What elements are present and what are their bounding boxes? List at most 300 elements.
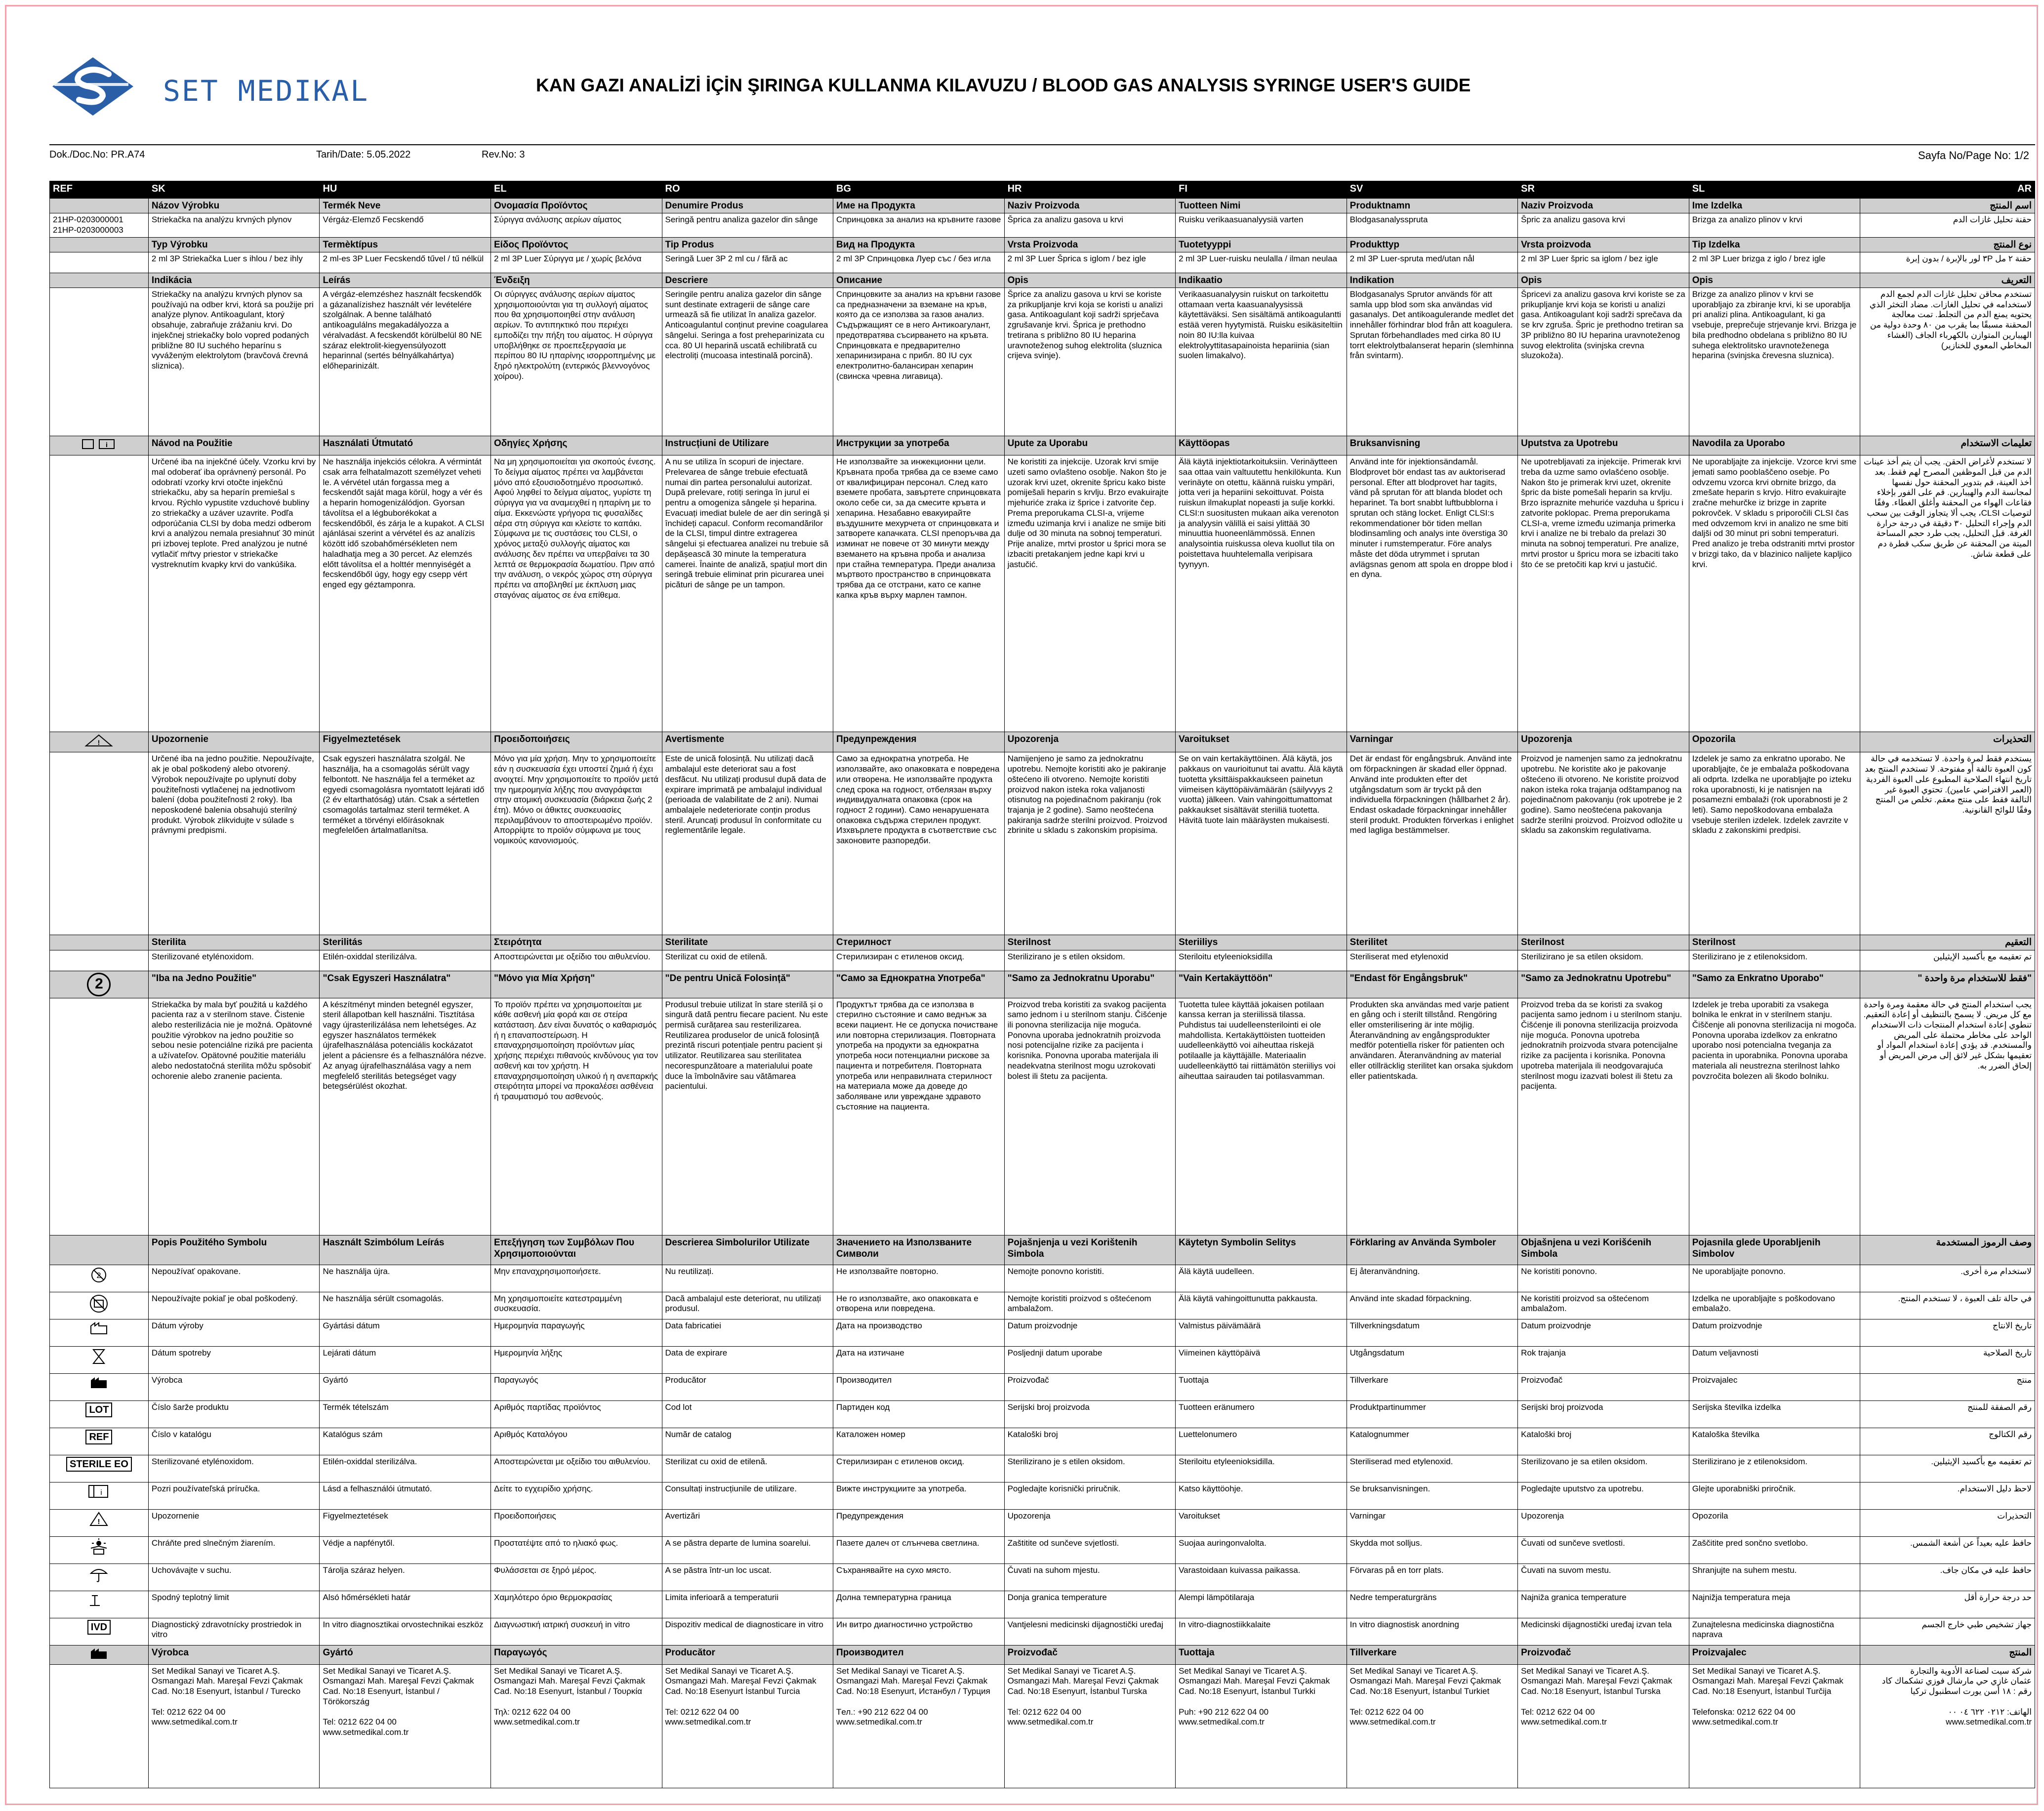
section-title-syringe-type: Tip Izdelka [1689,237,1860,252]
symbol-description: Avertizări [662,1509,833,1536]
section-ref-instructions [50,455,149,732]
section-title-single-use: "Μόνο για Μία Χρήση" [491,971,662,998]
section-text-sterility: Steriliserat med etylenoxid [1347,950,1518,971]
column-header-el: EL [491,181,662,199]
symbol-description: In vitro-diagnostiikkalaite [1176,1618,1347,1645]
section-text-indication: A vérgáz-elemzéshez használt fecskendők a gázanalízishez használt vér levételére szolgálnak. A benne található antikoagulálns megakadályozza a véralvadást. A fecskendőt körülbelül 80 NE száraz elektrolit-kiegyensúlyozott heparinnal (sertés bélnyálkahártya) előheparinizált. [320,288,491,436]
section-text-indication: Seringile pentru analiza gazelor din sânge sunt destinate extragerii de sânge care urmează să fie utilizat în analiza gazelor. Anticoagulantul conținut previne coagularea sângelui. Seringa a fost preheparinizata cu cca. 80 UI heparină uscată echilibrată cu electroliți (mucoasa intestinală porcină). [662,288,833,436]
table-row [50,1509,2035,1536]
symbol-description: Αριθμός Καταλόγου [491,1428,662,1455]
section-title-single-use: "Само за Еднократна Употреба" [833,971,1005,998]
section-text-product-name: Seringă pentru analiza gazelor din sânge [662,213,833,237]
section-title-instructions: Instrucțiuni de Utilizare [662,436,833,455]
symbol-description: Zunajtelesna medicinska diagnostična naprava [1689,1618,1860,1645]
symbol-description: تاريخ الصلاحية [1860,1346,2035,1373]
section-title-syringe-type: Tip Produs [662,237,833,252]
section-title-sterility: التعقيم [1860,935,2035,950]
section-text-single-use: Το προϊόν πρέπει να χρησιμοποιείται με κάθε ασθενή μία φορά και σε στείρα κατάσταση. Δεν είναι δυνατός ο καθαρισμός ή η επαναποστείρωση. Η επαναχρησιμοποίηση προϊόντων μίας χρήσης περιέχει πιθανούς κινδύνους για τον ασθενή και τον χρήστη. Η επαναχρησιμοποίηση υλικού ή η ανεπαρκής στειρότητα μπορεί να προκαλέσει ασθένεια ή τραυματισμό του ασθενούς. [491,998,662,1235]
symbols-header-title: Objašnjena u vezi Korišćenih Simbola [1518,1235,1689,1265]
section-text-warnings: Se on vain kertakäyttöinen. Älä käytä, jos pakkaus on vaurioitunut tai avattu. Älä käytä tuotetta yksittäispakkaukseen painetun viimeisen käyttöpäivämäärän (säilyvyys 2 vuotta) jälkeen. Vain vahingoittumattomat pakkaukset sisältävät steriiliä tuotetta. Hävitä tuote lain määräysten mukaisesti. [1176,752,1347,935]
table-row [50,1373,2035,1400]
section-title-indication: Описание [833,273,1005,288]
section-title-instructions: Uputstva za Upotrebu [1518,436,1689,455]
section-title-sterility: Στειρότητα [491,935,662,950]
symbol-description: Μη χρησιμοποιείτε κατεστραμμένη συσκευασία. [491,1292,662,1319]
section-text-single-use: A készítményt minden betegnél egyszer, steril állapotban kell használni. Tisztítása vagy újrasterilizálása nem lehetséges. Az egyszer használatos termékek újrafelhasználása potenciális kockázatot jelent a páciensre és a felhasználóra nézve. Az anyag újrafelhasználása vagy a nem megfelelő sterilitás betegséget vagy betegsérülést okozhat. [320,998,491,1235]
symbol-description: Datum proizvodnje [1689,1319,1860,1346]
manufacturer-address: Set Medikal Sanayi ve Ticaret A.Ş. Osmangazi Mah. Mareşal Fevzi Çakmak Cad. No:18 Esenyurt, Истанбул / Турция Tел.: +90 212 622 04 00 www.setmedikal.com.tr [833,1664,1005,1788]
symbol-description: Varastoidaan kuivassa paikassa. [1176,1564,1347,1591]
symbols-header-title: Förklaring av Använda Symboler [1347,1235,1518,1265]
section-title-warnings: Προειδοποιήσεις [491,732,662,752]
section-title-instructions: Használati Útmutató [320,436,491,455]
section-text-sterility: Стерилизиран с етиленов оксид. [833,950,1005,971]
section-title-product-name: Tuotteen Nimi [1176,199,1347,213]
manufacturer-address: Set Medikal Sanayi ve Ticaret A.Ş. Osmangazi Mah. Mareşal Fevzi Çakmak Cad. No:18 Esenyurt, İstanbul / Τουρκία Τηλ: 0212 622 04 00 www.setmedikal.com.tr [491,1664,662,1788]
section-title-single-use: "Vain Kertakäyttöön" [1176,971,1347,998]
symbol-description: Katso käyttöohje. [1176,1482,1347,1509]
symbol-description: Steriloitu etyleenioksidilla. [1176,1455,1347,1482]
symbol-description: Upozornenie [148,1509,320,1536]
table-row [50,1455,2035,1482]
symbol-description: Партиден код [833,1400,1005,1428]
column-header-sk: SK [148,181,320,199]
section-text-syringe-type: 2 ml 3P Luer špric sa iglom / bez igle [1518,252,1689,273]
symbol-description: Пазете далеч от слънчева светлина. [833,1536,1005,1564]
section-title-product-name: اسم المنتج [1860,199,2035,213]
symbol-description: Varningar [1347,1509,1518,1536]
symbol-description: Posljednji datum uporabe [1004,1346,1176,1373]
section-title-syringe-type: Produkttyp [1347,237,1518,252]
section-title-product-name: Názov Výrobku [148,199,320,213]
symbol-description: Varoitukset [1176,1509,1347,1536]
symbol-description: Proizvođač [1518,1373,1689,1400]
section-title-single-use: "Iba na Jedno Použitie" [148,971,320,998]
section-text-syringe-type: 2 ml 3P Спринцовка Луер със / без игла [833,252,1005,273]
symbol-description: Sterilizirano je z etilenoksidom. [1689,1455,1860,1482]
section-text-syringe-type: 2 ml 3P Luer brizga z iglo / brez igle [1689,252,1860,273]
symbol-description: Proizvođač [1004,1373,1176,1400]
symbol-cell [50,1536,149,1564]
symbols-header-title: وصف الرموز المستخدمة [1860,1235,2035,1265]
section-title-instructions: Οδηγίες Χρήσης [491,436,662,455]
expiry-date-icon [91,1358,106,1367]
symbol-description: Spodný teplotný limit [148,1591,320,1618]
symbol-description: Nemojte koristiti proizvod s oštećenom ambalažom. [1004,1292,1176,1319]
section-title-product-name: Ονομασία Προϊόντος [491,199,662,213]
symbol-description: في حالة تلف العبوة ، لا تستخدم المنتج. [1860,1292,2035,1319]
instructions-icon [82,438,116,451]
symbol-cell [50,1400,149,1428]
symbol-description: Medicinski dijagnostički uređaj izvan tela [1518,1618,1689,1645]
section-text-sterility: تم تعقيمه مع بأكسيد الإيثيلين [1860,950,2035,971]
section-title-single-use: "Samo za Jednokratnu Upotrebu" [1518,971,1689,998]
section-title-syringe-type: Typ Výrobku [148,237,320,252]
symbol-description: Προειδοποιήσεις [491,1509,662,1536]
column-header-ref: REF [50,181,149,199]
symbol-cell [50,1265,149,1292]
svg-text:i: i [106,440,108,449]
logo-text: SET MEDIKAL [163,74,369,108]
section-symbol-sterility [50,935,149,950]
keep-dry-icon [89,1576,109,1585]
section-text-product-name: Blodgasanalysspruta [1347,213,1518,237]
symbol-description: Nu reutilizați. [662,1265,833,1292]
symbol-description: Védje a napfénytől. [320,1536,491,1564]
section-title-warnings: Opozorila [1689,732,1860,752]
symbol-description: Luettelonumero [1176,1428,1347,1455]
section-text-indication: Blodgasanalys Sprutor används för att samla upp blod som ska användas vid gasanalys. Det antikoagulerande medlet det innehåller förhindrar blod från att koagulera. Sprutan förbehandlades med cirka 80 IU torrt elektrolytbalanserat heparin (slemhinna från svintarm). [1347,288,1518,436]
symbol-description: Дата на производство [833,1319,1005,1346]
symbol-description: Ne használja újra. [320,1265,491,1292]
section-text-product-name: Ruisku verikaasuanalyysiä varten [1176,213,1347,237]
document-title: KAN GAZI ANALİZİ İÇİN ŞIRINGA KULLANMA KILAVUZU / BLOOD GAS ANALYSIS SYRINGE USER'S GUIDE [536,75,1471,95]
section-title-syringe-type: Tuotetyyppi [1176,237,1347,252]
do-not-reuse-icon [90,1271,107,1285]
symbol-description: Χαμηλότερο όριο θερμοκρασίας [491,1591,662,1618]
symbol-description: Diagnostický zdravotnícky prostriedok in vitro [148,1618,320,1645]
section-text-syringe-type: 2 ml 3P Luer-ruisku neulalla / ilman neulaa [1176,252,1347,273]
symbol-description: Steriliserad med etylenoxid. [1347,1455,1518,1482]
section-title-sterility: Sterilitet [1347,935,1518,950]
section-title-indication: التعريف [1860,273,2035,288]
section-text-single-use: Produsul trebuie utilizat în stare sterilă și o singură dată pentru fiecare pacient. Nu este permisă curățarea sau resterilizarea. Reutilizarea produselor de unică folosință prezintă riscuri potențiale pentru pacient și utilizator. Reutilizarea sau sterilitatea necorespunzătoare a materialului poate duce la îmbolnăvire sau vătămarea pacientului. [662,998,833,1235]
symbol-description: Μην επαναχρησιμοποιήσετε. [491,1265,662,1292]
section-text-warnings: Само за еднократна употреба. Не използвайте, ако опаковката е повредена или отворена. Не използвайте продукта след срока на годност, отбелязан върху индивидуалната опаковка (срок на годност 2 години). Само ненарушената опаковка съдържа стерилен продукт. Изхвърлете продукта в съответствие със законовите разпоредби. [833,752,1005,935]
symbol-description: لاستخدام مرة أخرى. [1860,1265,2035,1292]
symbol-description: Uchovávajte v suchu. [148,1564,320,1591]
symbol-description: Skydda mot solljus. [1347,1536,1518,1564]
section-title-sterility: Sterilita [148,935,320,950]
symbol-description: Datum proizvodnje [1004,1319,1176,1346]
symbol-description: Sterilizovano je sa etilen oksidom. [1518,1455,1689,1482]
symbol-description: Katalógus szám [320,1428,491,1455]
column-header-sv: SV [1347,181,1518,199]
section-text-syringe-type: 2 ml 3P Luer-spruta med/utan nål [1347,252,1518,273]
symbol-description: Förvaras på en torr plats. [1347,1564,1518,1591]
symbol-description: Φυλάσσεται σε ξηρό μέρος. [491,1564,662,1591]
section-text-instructions: Använd inte för injektionsändamål. Blodprovet bör endast tas av auktoriserad personal. Efter att blodprovet har tagits, vänd på sprutan för att blanda blodet och heparinet. Ta bort snabbt luftbubblorna i sprutan och stäng locket. Enligt CLSI:s rekommendationer bör tiden mellan blodinsamling och analys inte överstiga 30 minuter i rumstemperatur. Före analys måste det döda utrymmet i sprutan avlägsnas genom att spola en droppe blod i en dyna. [1347,455,1518,732]
section-text-product-name: Спринцовка за анализ на кръвните газове [833,213,1005,237]
symbol-description: Data de expirare [662,1346,833,1373]
manufacturer-title: Παραγωγός [491,1645,662,1664]
section-text-sterility: Sterilizované etylénoxidom. [148,950,320,971]
symbols-header-title: Pojasnila glede Uporabljenih Simbolov [1689,1235,1860,1265]
section-text-product-name: Σύριγγα ανάλυσης αερίων αίματος [491,213,662,237]
table-row [50,1564,2035,1591]
section-symbol-instructions [50,436,149,455]
symbol-description: Proizvajalec [1689,1373,1860,1400]
table-row [50,237,2035,252]
section-title-warnings: التحذيرات [1860,732,2035,752]
symbol-description: Upozorenja [1518,1509,1689,1536]
table-row [50,1645,2035,1664]
symbol-description: Tárolja száraz helyen. [320,1564,491,1591]
section-title-instructions: Navodila za Uporabo [1689,436,1860,455]
section-symbol-single-use [50,971,149,998]
manufacturer-title: Proizvođač [1004,1645,1176,1664]
symbol-description: Najniža granica temperature [1518,1591,1689,1618]
doc-number: Dok./Doc.No: PR.A74 [49,149,145,160]
table-row [50,1400,2035,1428]
symbol-description: Zaštitite od sunčeve svjetlosti. [1004,1536,1176,1564]
table-row [50,181,2035,199]
symbol-description: Долна температурна граница [833,1591,1005,1618]
section-text-single-use: Proizvod treba koristiti za svakog pacijenta samo jednom i u sterilnom stanju. Čišćenje ili ponovna sterilizacija nije moguća. Ponovna uporaba jednokratnih proizvoda nosi potencijalne rizike za pacijenta i korisnika. Ponovna uporaba materijala ili neadekvatna sterilnost mogu uzrokovati bolest ili štetu za pacijenta. [1004,998,1176,1235]
symbol-description: Ин витро диагностично устройство [833,1618,1005,1645]
symbol-description: حد درجة حرارة أقل [1860,1591,2035,1618]
table-row [50,935,2035,950]
section-text-syringe-type: 2 ml-es 3P Luer Fecskendő tűvel / tű nélkül [320,252,491,273]
symbol-description: Număr de catalog [662,1428,833,1455]
table-row [50,971,2035,998]
symbol-description: Använd inte skadad förpackning. [1347,1292,1518,1319]
section-text-sterility: Etilén-oxiddal sterilizálva. [320,950,491,971]
manufacturer-blank [50,1664,149,1788]
section-text-product-name: Brizga za analizo plinov v krvi [1689,213,1860,237]
table-row [50,1292,2035,1319]
symbols-header-title: Значението на Използваните Символи [833,1235,1005,1265]
symbol-description: Chráňte pred slnečným žiarením. [148,1536,320,1564]
symbol-cell [50,1319,149,1346]
symbol-description: Číslo šarže produktu [148,1400,320,1428]
symbol-description: Lejárati dátum [320,1346,491,1373]
section-title-syringe-type: Vrsta Proizvoda [1004,237,1176,252]
column-header-sl: SL [1689,181,1860,199]
symbol-description: Dátum výroby [148,1319,320,1346]
table-row [50,252,2035,273]
symbol-description: Предупреждения [833,1509,1005,1536]
symbol-description: Pozri používateľská príručka. [148,1482,320,1509]
section-title-sterility: Sterilnost [1518,935,1689,950]
symbol-description: Serijska številka izdelka [1689,1400,1860,1428]
section-ref-sterility [50,950,149,971]
symbol-description: In vitro diagnostisk anordning [1347,1618,1518,1645]
section-text-instructions: لا تستخدم لأغراض الحقن. يجب أن يتم أخذ عينات الدم من قبل الموظفين المصرح لهم فقط. بعد أخذ العينة، قم بتدوير المحقنة حول نفسها لمجانسة الدم والهيبارين. قم على الفور بإخلاء فقاعات الهواء من المحقنة وأغلق الغطاء. وفقًا لتوصيات CLSI، يجب ألا يتجاوز الوقت بين سحب الدم وإجراء التحليل ٣٠ دقيقة في درجة حرارة الغرفة. قبل التحليل، يجب طرد حجم المساحة الميتة من المحقنة عن طريق سكب قطرة دم على قطعة شاش. [1860,455,2035,732]
section-text-syringe-type: Seringă Luer 3P 2 ml cu / fără ac [662,252,833,273]
section-text-single-use: يجب استخدام المنتج في حالة معقمة ومرة واحدة مع كل مريض. لا يسمح بالتنظيف أو إعادة التعقيم. تنطوي إعادة استخدام المنتجات ذات الاستخدام الواحد على مخاطر محتملة على المريض والمستخدم. قد يؤدي إعادة استخدام المواد أو تعقيمها بشكل غير لائق إلى مرض المريض أو إلحاق الضرر به. [1860,998,2035,1235]
symbol-description: Consultați instrucțiunile de utilizare. [662,1482,833,1509]
section-title-product-name: Produktnamn [1347,199,1518,213]
section-text-instructions: Не използвайте за инжекционни цели. Кръвната проба трябва да се вземе само от квалифициран персонал. След като вземете пробата, завъртете спринцовката около себе си, за да смесите кръвта и хепарина. Незабавно евакуирайте въздушните мехурчета от спринцовката и затворете капачката. CLSI препоръчва да изминат не повече от 30 минути между вземането на кръвна проба и анализа при стайна температура. Преди анализа мъртвото пространство в спринцовката трябва да се отстрани, като се капне капка кръв върху марлен тампон. [833,455,1005,732]
symbol-description: Älä käytä uudelleen. [1176,1265,1347,1292]
symbols-header-title: Επεξήγηση των Συμβόλων Που Χρησιμοποιούνται [491,1235,662,1265]
section-text-syringe-type: حقنة ٢ مل ٣P لور بالإبرة / بدون إبرة [1860,252,2035,273]
section-text-syringe-type: 2 ml 3P Striekačka Luer s ihlou / bez ihly [148,252,320,273]
section-title-product-name: Naziv Proizvoda [1004,199,1176,213]
svg-text:i: i [100,1488,103,1497]
symbol-description: رقم الصفقة للمنتج [1860,1400,2035,1428]
section-title-syringe-type: Vrsta proizvoda [1518,237,1689,252]
section-title-indication: Indikation [1347,273,1518,288]
symbol-description: Älä käytä vahingoittunutta pakkausta. [1176,1292,1347,1319]
symbol-description: Izdelka ne uporabljajte s poškodovano embalažo. [1689,1292,1860,1319]
symbol-cell [50,1292,149,1319]
symbol-description: Etilén-oxiddal sterilizálva. [320,1455,491,1482]
section-title-single-use: "Csak Egyszeri Használatra" [320,971,491,998]
symbol-description: Serijski broj proizvoda [1004,1400,1176,1428]
symbol-description: Вижте инструкциите за употреба. [833,1482,1005,1509]
column-header-fi: FI [1176,181,1347,199]
manufacturer-icon [89,1383,109,1392]
section-title-sterility: Sterilnost [1689,935,1860,950]
column-header-hu: HU [320,181,491,199]
section-text-sterility: Sterilizirano je s etilen oksidom. [1004,950,1176,971]
symbol-description: Donja granica temperature [1004,1591,1176,1618]
symbol-description: Upozorenja [1004,1509,1176,1536]
symbol-description: Αριθμός παρτίδας προϊόντος [491,1400,662,1428]
symbol-description: Nemojte ponovno koristiti. [1004,1265,1176,1292]
symbol-description: Ej återanvändning. [1347,1265,1518,1292]
section-ref-product-name: 21HP-0203000001 21HP-0203000003 [50,213,149,237]
table-row [50,1428,2035,1455]
symbol-description: Se bruksanvisningen. [1347,1482,1518,1509]
section-text-instructions: Ne uporabljajte za injekcije. Vzorce krvi sme jemati samo pooblaščeno osebje. Po odvzemu vzorca krvi obrnite brizgo, da zmešate heparin s krvjo. Hitro evakuirajte zračne mehurčke iz brizge in zaprite pokrovček. V skladu s priporočili CLSI čas med odvzemom krvi in analizo ne sme biti daljši od 30 minut pri sobni temperaturi. Pred analizo je treba odstraniti mrtvi prostor v brizgi tako, da v blazinico nalijete kapljico krvi. [1689,455,1860,732]
section-text-product-name: Vérgáz-Elemző Fecskendő [320,213,491,237]
section-title-indication: Opis [1689,273,1860,288]
section-title-indication: Ένδειξη [491,273,662,288]
section-title-single-use: "فقط للاستخدام مرة واحدة " [1860,971,2035,998]
table-row [50,1664,2035,1788]
section-title-single-use: "De pentru Unică Folosință" [662,971,833,998]
section-text-indication: Špricevi za analizu gasova krvi koriste se za prikupljanje krvi koja se koristi u analizi gasa. Antikoagulant koji sadrži sprečava da se krv zgruša. Špric je prethodno tretiran sa 3P približno 80 IU heparina uravnoteženog suvog elektrolita (svinjska crevna sluzokoža). [1518,288,1689,436]
section-ref-syringe-type [50,252,149,273]
manufacturer-address: Set Medikal Sanayi ve Ticaret A.Ş. Osmangazi Mah. Mareşal Fevzi Çakmak Cad. No:18 Esenyurt, İstanbul Turska Tel: 0212 622 04 00 www.setmedikal.com.tr [1004,1664,1176,1788]
symbol-description: Каталожен номер [833,1428,1005,1455]
section-text-warnings: Určené iba na jedno použitie. Nepoužívajte, ak je obal poškodený alebo otvorený. Výrobok nepoužívajte po uplynutí doby použiteľnosti vytlačenej na jednotlivom balení (doba použiteľnosti 2 roky). Iba neposkodené balenia obsahujú sterilný produkt. Výrobok zlikvidujte v súlade s právnymi predpismi. [148,752,320,935]
section-symbol-syringe-type [50,237,149,252]
symbol-description: Gyártó [320,1373,491,1400]
section-text-instructions: Να μη χρησιμοποιείται για σκοπούς ένεσης. Το δείγμα αίματος πρέπει να λαμβάνεται μόνο από εξουσιοδοτημένο προσωπικό. Αφού ληφθεί το δείγμα αίματος, γυρίστε τη σύριγγα για να αναμειχθεί η ηπαρίνη με το αίμα. Εκκενώστε γρήγορα τις φυσαλίδες αέρα στη σύριγγα και κλείστε το καπάκι. Σύμφωνα με τις συστάσεις του CLSI, ο χρόνος μεταξύ συλλογής αίματος και ανάλυσης δεν πρέπει να υπερβαίνει τα 30 λεπτά σε θερμοκρασία δωματίου. Πριν από την ανάλυση, ο νεκρός χώρος στη σύριγγα πρέπει να αποβληθεί με έκπλυση μιας σταγόνας αίματος σε ένα επίθεμα. [491,455,662,732]
header-rule [49,144,2035,145]
keep-from-sunlight-icon [88,1548,110,1557]
svg-text:2: 2 [97,1271,101,1280]
symbol-description: Čuvati od sunčeve svetlosti. [1518,1536,1689,1564]
table-row [50,273,2035,288]
symbol-description: Дата на изтичане [833,1346,1005,1373]
manufacturer-title: Proizvođač [1518,1645,1689,1664]
symbol-description: Kataloška številka [1689,1428,1860,1455]
guide-table [49,181,2035,1788]
table-row [50,455,2035,732]
symbol-description: Producător [662,1373,833,1400]
symbol-description: Data fabricatiei [662,1319,833,1346]
section-title-warnings: Upozorenja [1004,732,1176,752]
section-ref-single-use [50,998,149,1235]
caution-icon [89,1517,109,1529]
symbol-description: Lásd a felhasználói útmutató. [320,1482,491,1509]
section-title-sterility: Sterilitás [320,935,491,950]
section-text-syringe-type: 2 ml 3P Luer Σύριγγα με / χωρίς βελόνα [491,252,662,273]
symbol-cell [50,1346,149,1373]
symbol-description: Не използвайте повторно. [833,1265,1005,1292]
section-title-warnings: Varoitukset [1176,732,1347,752]
ivd-icon: IVD [87,1620,111,1635]
section-title-warnings: Figyelmeztetések [320,732,491,752]
section-text-indication: Brizge za analizo plinov v krvi se uporabljajo za zbiranje krvi, ki se uporablja pri analizi plina. Antikoagulant, ki ga vsebuje, preprečuje strjevanje krvi. Brizga je bila predhodno obdelana s približno 80 IU suhega elektrolitsko uravnoteženega heparina (svinjska črevesna sluznica). [1689,288,1860,436]
table-row [50,1235,2035,1265]
page-number: Sayfa No/Page No: 1/2 [1918,149,2029,162]
symbol-description: In vitro diagnosztikai orvostechnikai eszköz [320,1618,491,1645]
symbol-description: Dispozitiv medical de diagnosticare in vitro [662,1618,833,1645]
symbol-description: Δείτε το εγχειρίδιο χρήσης. [491,1482,662,1509]
symbol-description: Nedre temperaturgräns [1347,1591,1518,1618]
temperature-limit-icon [88,1600,110,1609]
symbol-description: Ne koristiti proizvod sa oštećenom ambalažom. [1518,1292,1689,1319]
section-text-instructions: Ne koristiti za injekcije. Uzorak krvi smije uzeti samo ovlašteno osoblje. Nakon što je uzorak krvi uzet, okrenite špricu kako biste pomiješali heparin s krvlju. Brzo evakuirajte mjehuriće zraka iz šprice i zatvorite čep. Prema preporukama CLSI-a, vrijeme između uzimanja krvi i analize ne smije biti dulje od 30 minuta na sobnoj temperaturi. Prije analize, mrtvi prostor u šprici mora se izbaciti pretakanjem jedne kapi krvi u jastučić. [1004,455,1176,732]
symbol-cell [50,1509,149,1536]
caution-icon [84,734,114,747]
table-row [50,199,2035,213]
symbol-description: تم تعقيمه مع بأكسيد الإيثيلين. [1860,1455,2035,1482]
section-title-product-name: Denumire Produs [662,199,833,213]
section-title-indication: Indikácia [148,273,320,288]
section-title-single-use: "Endast för Engångsbruk" [1347,971,1518,998]
section-text-sterility: Sterilizat cu oxid de etilenă. [662,950,833,971]
symbol-description: Katalognummer [1347,1428,1518,1455]
manufacture-date-icon [89,1328,109,1338]
section-text-instructions: Ne használja injekciós célokra. A vérmintát csak arra felhatalmazott személyzet veheti le. A vérvétel után forgassa meg a fecskendőt saját maga körül, hogy a vér és a heparin homogenizálódjon. Gyorsan távolítsa el a légbuborékokat a fecskendőből, és zárja le a kupakot. A CLSI ajánlásai szerint a vérvétel és az analízis között idő szobahőmérsékleten nem haladhatja meg a 30 percet. Az elemzés előtt távolítsa el a holttér mennyiségét a fecskendőből úgy, hogy egy csepp vért enged egy géztamponra. [320,455,491,732]
symbol-description: Opozorila [1689,1509,1860,1536]
symbol-description: Cod lot [662,1400,833,1428]
symbol-description: Παραγωγός [491,1373,662,1400]
section-text-sterility: Sterilizirano je sa etilen oksidom. [1518,950,1689,971]
symbol-cell [50,1618,149,1645]
section-title-indication: Indikaatio [1176,273,1347,288]
symbol-description: Διαγνωστική ιατρική συσκευή in vitro [491,1618,662,1645]
manufacturer-icon [89,1647,109,1660]
manufacturer-title: Производител [833,1645,1005,1664]
section-symbol-warnings [50,732,149,752]
section-ref-indication [50,288,149,436]
symbol-description: Glejte uporabniški priročnik. [1689,1482,1860,1509]
symbol-description: Viimeinen käyttöpäivä [1176,1346,1347,1373]
section-text-indication: Спринцовките за анализ на кръвни газове са предназначени за вземане на кръв, която да се използва за газов анализ. Съдържащият се в него Антикоагулант, предотвратява съсирването на кръвта. Спринцовката е предварително хепаринизирана с прибл. 80 IU сух електролитно-балансиран хепарин (свинска чревна лигавица). [833,288,1005,436]
symbol-description: Ne koristiti ponovno. [1518,1265,1689,1292]
manufacturer-title: Proizvajalec [1689,1645,1860,1664]
ref-icon: REF [85,1430,112,1444]
symbol-description: A se păstra într-un loc uscat. [662,1564,833,1591]
symbols-header-title: Käytetyn Symbolin Selitys [1176,1235,1347,1265]
manufacturer-address: Set Medikal Sanayi ve Ticaret A.Ş. Osmangazi Mah. Mareşal Fevzi Çakmak Cad. No:18 Esenyurt, İstanbul Turska Tel: 0212 622 04 00 www.setmedikal.com.tr [1518,1664,1689,1788]
symbols-header-blank [50,1235,149,1265]
section-text-indication: تستخدم محاقن تحليل غازات الدم لجمع الدم لاستخدامه في تحليل الغازات. مضاد التخثر الذي يحتويه يمنع الدم من التجلط. تمت معالجة المحقنة مسبقًا بما يقرب من ٨٠ وحدة دولية من الهيبارين المتوازن بالكهرباء الجاف (الغشاء المخاطي المعوي للخنازير) [1860,288,2035,436]
symbol-description: Výrobca [148,1373,320,1400]
symbol-description: Utgångsdatum [1347,1346,1518,1373]
section-title-sterility: Sterilitate [662,935,833,950]
section-title-warnings: Avertismente [662,732,833,752]
table-row [50,288,2035,436]
section-title-product-name: Naziv Proizvoda [1518,199,1689,213]
column-header-bg: BG [833,181,1005,199]
column-header-ar: AR [1860,181,2035,199]
section-title-product-name: Termék Neve [320,199,491,213]
symbol-description: جهاز تشخيص طبي خارج الجسم [1860,1618,2035,1645]
section-title-indication: Opis [1518,273,1689,288]
section-symbol-product-name [50,199,149,213]
section-text-product-name: حقنة تحليل غازات الدم [1860,213,2035,237]
table-row [50,1591,2035,1618]
section-title-product-name: Ime Izdelka [1689,199,1860,213]
symbol-description: Kataloški broj [1004,1428,1176,1455]
symbol-description: Gyártási dátum [320,1319,491,1346]
manufacturer-title: Producător [662,1645,833,1664]
symbol-description: Produktpartinummer [1347,1400,1518,1428]
manufacturer-address: Set Medikal Sanayi ve Ticaret A.Ş. Osmangazi Mah. Mareşal Fevzi Çakmak Cad. No:18 Esenyurt, İstanbul Turkki Puh: +90 212 622 04 00 www.setmedikal.com.tr [1176,1664,1347,1788]
symbol-description: Serijski broj proizvoda [1518,1400,1689,1428]
single-use-icon: 2 [87,973,111,996]
section-title-instructions: Upute za Uporabu [1004,436,1176,455]
